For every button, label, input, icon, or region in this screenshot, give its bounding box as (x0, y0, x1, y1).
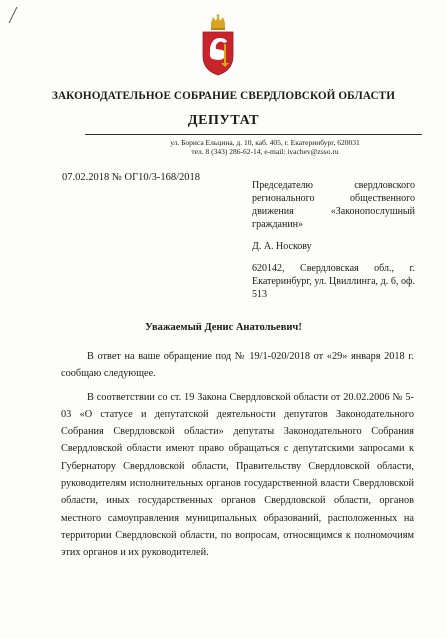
document-date-number: 07.02.2018 № ОГ10/3-168/2018 (62, 172, 201, 183)
letterhead-title: ДЕПУТАТ (187, 113, 260, 128)
body-paragraph: В соответствии со ст. 19 Закона Свердловской области от 20.02.2006 № 5-03 «О статусе и депутатской деятельности депутатов Законодательного Собрания Свердловской области» депутаты Законодательного Собрания Свердловской области имеют право обращаться с депутатскими запросами к Губернатору Свердловской области, Правительству Свердловской области, руководителям исполнительных органов государственной власти Свердловской области, иных государственных органов Свердловской области, органов местного самоуправления муниципальных образований, расположенных на территории Свердловской области, по вопросам, относящимся к полномочиям этих органов и их руководителей. (61, 391, 414, 559)
crown-icon (211, 14, 225, 30)
organization-name: ЗАКОНОДАТЕЛЬНОЕ СОБРАНИЕ СВЕРДЛОВСКОЙ ОБЛАСТИ (51, 90, 396, 102)
recipient-addressee: Председателю свердловского регионального общественного движения «Законопослушный гражданин» (252, 180, 415, 230)
recipient-block (252, 179, 415, 301)
recipient-name: Д. А. Носкову (252, 241, 312, 252)
pen-mark (6, 6, 20, 24)
recipient-address: 620142, Свердловская обл., г. Екатеринбург, ул. Цвиллинга, д. 6, оф. 513 (252, 263, 415, 300)
body-paragraph: В ответ на ваше обращение под № 19/1-020/2018 от «29» января 2018 г. сообщаю следующее. (61, 351, 414, 380)
contact-line: тел. 8 (343) 286-62-14, e-mail: ivachev@zsso.ru (191, 147, 339, 156)
salutation: Уважаемый Денис Анатольевич! (145, 322, 302, 333)
address-line: ул. Бориса Ельцина, д. 10, каб. 405, г. Екатеринбург, 620031 (170, 138, 360, 147)
letter-body (61, 348, 414, 568)
coat-of-arms-emblem (200, 14, 236, 76)
header-divider (85, 134, 422, 135)
letterhead-address (120, 138, 410, 156)
